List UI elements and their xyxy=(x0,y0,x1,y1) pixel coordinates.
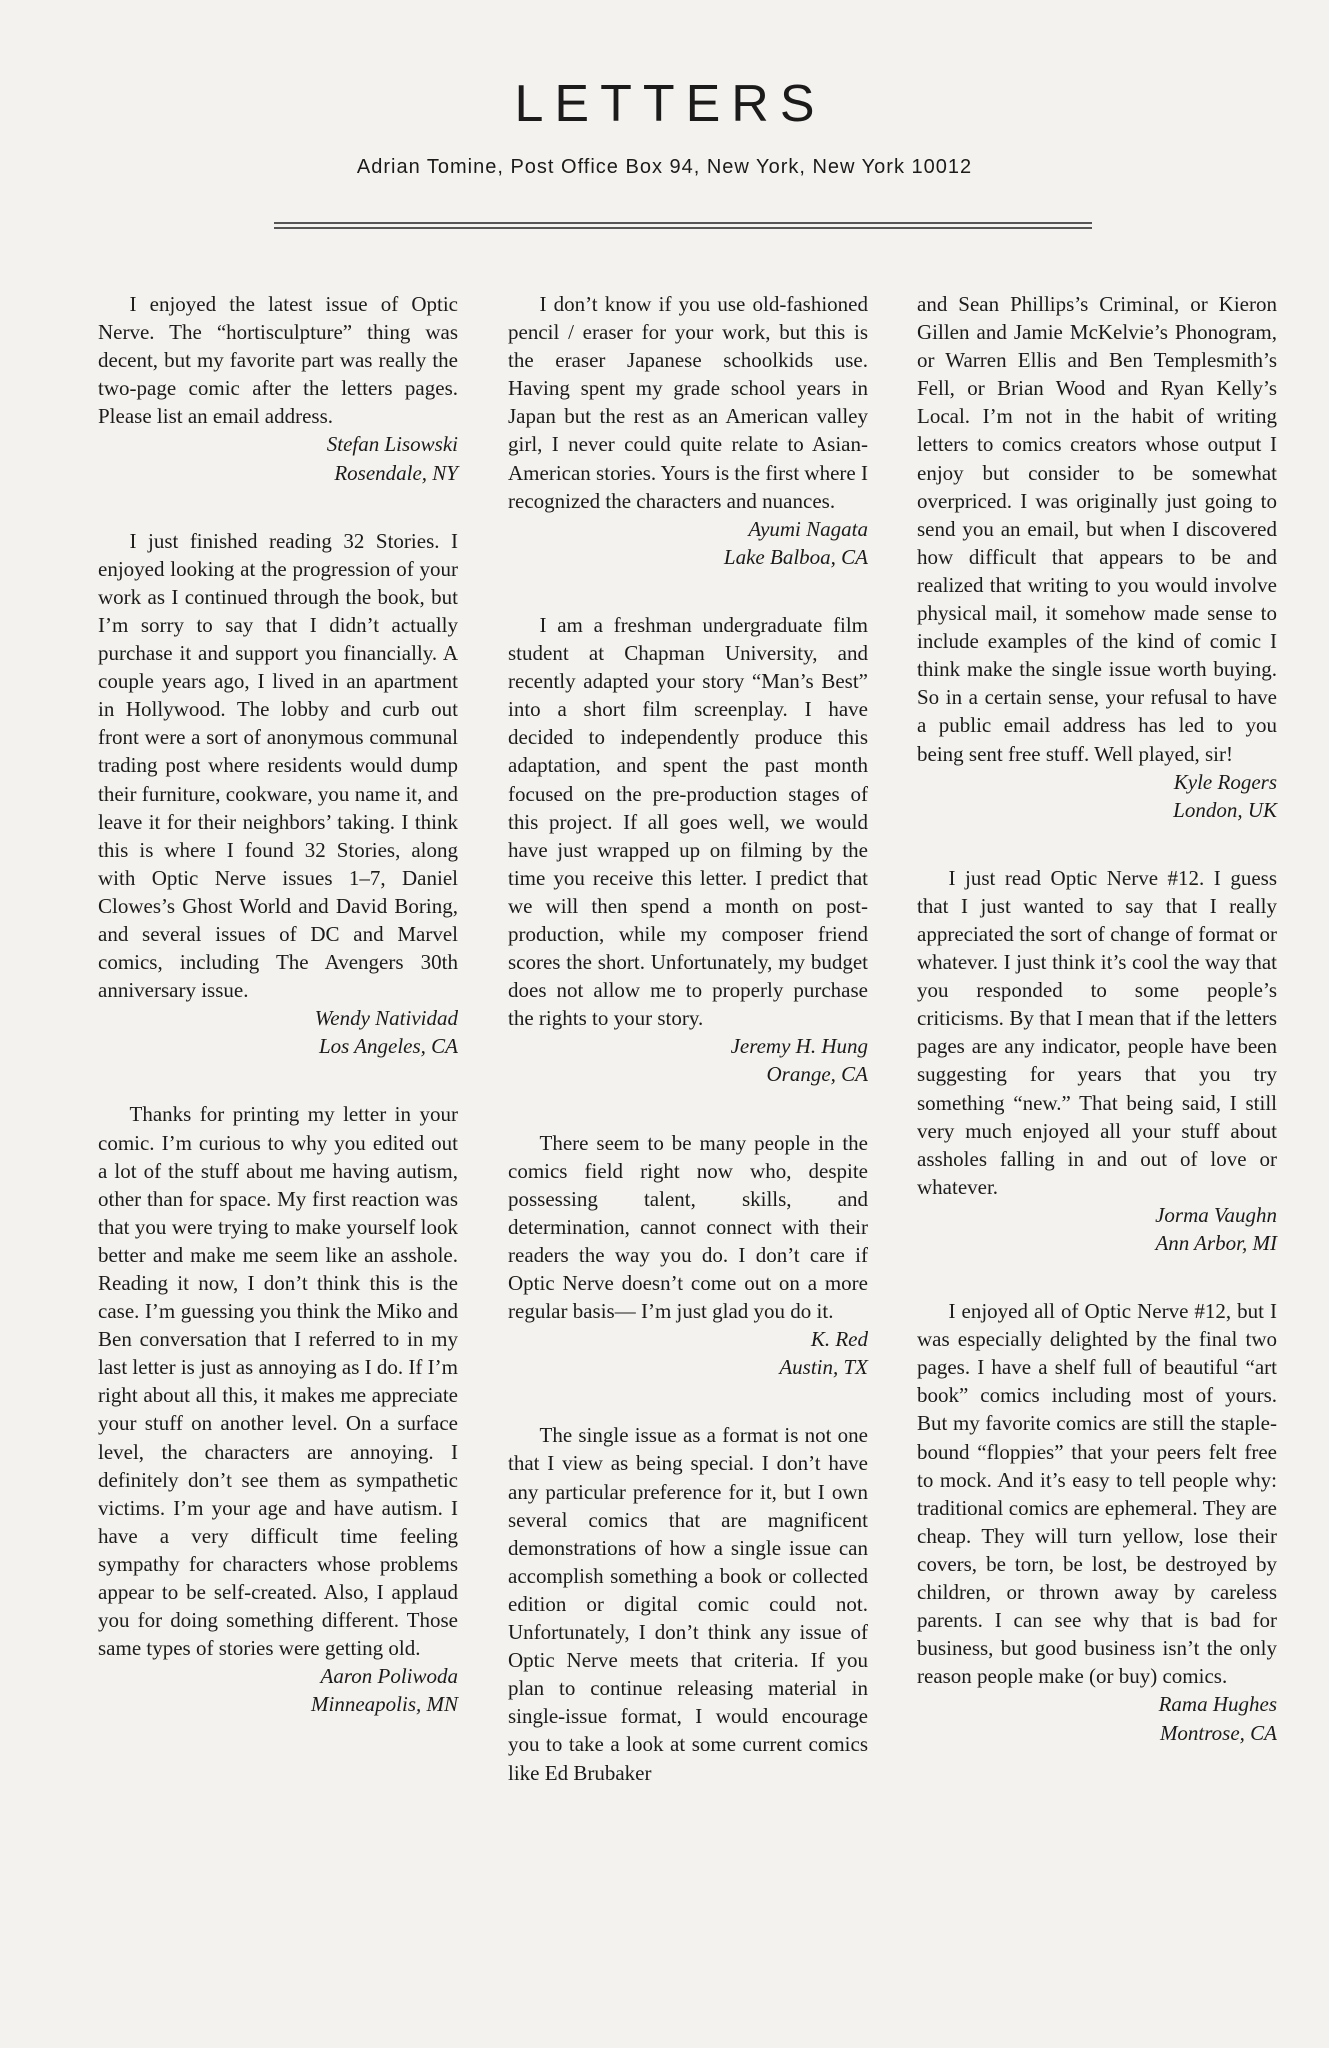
letter xyxy=(508,1129,868,1382)
letter-body: I don’t know if you use old-fashioned pencil / eraser for your work, but this is the eraser Japanese schoolkids use. Having spent my grade school years in Japan but the rest as an American valley girl, I never could quite relate to Asian-American stories. Yours is the first where I recognized the characters and nuances. xyxy=(508,292,868,513)
letter-author: Jeremy H. Hung xyxy=(730,1034,868,1059)
letter-body: Thanks for printing my letter in your comic. I’m curious to why you edited out a lot of the stuff about me having autism, other than for space. My first reaction was that you were trying to make yourself look better and make me seem like an asshole. Reading it now, I don’t think this is the case. I’m guessing you think the Miko and Ben conversation that I referred to in my last letter is just as annoying as I do. If I’m right about all this, it makes me appreciate your stuff on another level. On a surface level, the characters are annoying. I definitely don’t see them as sympathetic victims. I’m your age and have autism. I have a very difficult time feeling sympathy for characters whose problems appear to be self-created. Also, I applaud you for doing something different. Those same types of stories were getting old. xyxy=(98,1102,458,1661)
letter xyxy=(917,864,1277,1257)
letter-author: Kyle Rogers xyxy=(1173,769,1277,794)
column-2 xyxy=(508,290,868,1827)
letter-author: Ayumi Nagata xyxy=(748,516,868,541)
letter-signature xyxy=(98,1004,458,1060)
letter-location: London, UK xyxy=(1173,797,1277,822)
mailing-address: Adrian Tomine, Post Office Box 94, New York, New York 10012 xyxy=(356,156,973,178)
letter-location: Los Angeles, CA xyxy=(318,1034,458,1059)
page-header xyxy=(0,75,1329,179)
column-1 xyxy=(98,290,458,1759)
letter-location: Orange, CA xyxy=(766,1062,868,1087)
letter-signature xyxy=(917,1690,1277,1746)
letter-location: Montrose, CA xyxy=(1159,1720,1277,1745)
letter-location: Austin, TX xyxy=(779,1355,868,1380)
letter-body: I just read Optic Nerve #12. I guess that I just wanted to say that I really appreciated the sort of change of format or whatever. I just think it’s cool the way that you responded to some people’s criticisms. By that I mean that if the letters pages are any indicator, people have been suggesting for years that you try something “new.” That being said, I still very much enjoyed all your stuff about assholes falling in and out of love or whatever. xyxy=(917,865,1277,1199)
page-title: LETTERS xyxy=(514,75,826,133)
letter-author: K. Red xyxy=(810,1327,868,1352)
letter-signature xyxy=(508,1032,868,1088)
letter-body: I am a freshman undergraduate film student at Chapman University, and recently adapted your story “Man’s Best” into a short film screenplay. I have decided to independently produce this adaptation, and spent the past month focused on the pre-production stages of this project. If all goes well, we would have just wrapped up on filming by the time you receive this letter. I predict that we will then spend a month on post-production, while my composer friend scores the short. Unfortunately, my budget does not allow me to properly purchase the rights to your story. xyxy=(508,612,868,1031)
letter-signature xyxy=(917,1201,1277,1257)
letter xyxy=(917,1297,1277,1747)
letter-body: I just finished reading 32 Stories. I enjoyed looking at the progression of your work as I continued through the book, but I’m sorry to say that I didn’t actually purchase it and support you financially. A couple years ago, I lived in an apartment in Hollywood. The lobby and curb out front were a sort of anonymous communal trading post where residents would dump their furniture, cookware, you name it, and leave it for their neighbors’ taking. I think this is where I found 32 Stories, along with Optic Nerve issues 1–7, Daniel Clowes’s Ghost World and David Boring, and several issues of DC and Marvel comics, including The Avengers 30th anniversary issue. xyxy=(98,528,458,1003)
column-3 xyxy=(917,290,1277,1787)
letter-author: Aaron Poliwoda xyxy=(320,1664,458,1689)
letter xyxy=(98,527,458,1061)
letter-signature xyxy=(508,1325,868,1381)
letter-signature xyxy=(508,515,868,571)
letter-signature xyxy=(98,1662,458,1718)
letter-continued xyxy=(917,290,1277,824)
letter-body: I enjoyed the latest issue of Optic Nerve. The “hortisculpture” thing was decent, but my favorite part was really the two-page comic after the letters pages. Please list an email address. xyxy=(98,292,458,429)
letter-author: Rama Hughes xyxy=(1158,1692,1277,1717)
letter-location: Minneapolis, MN xyxy=(311,1692,458,1717)
header-divider xyxy=(274,222,1092,229)
letter-body: and Sean Phillips’s Criminal, or Kieron Gillen and Jamie McKelvie’s Phonogram, or Warren Ellis and Ben Templesmith’s Fell, or Brian Wood and Ryan Kelly’s Local. I’m not in the habit of writing letters to comics creators whose output I enjoy but consider to be somewhat overpriced. I was originally just going to send you an email, but when I discovered how difficult that appears to be and realized that writing to you would involve physical mail, it somehow made sense to include examples of the kind of comic I think make the single issue worth buying. So in a certain sense, your refusal to have a public email address has led to you being sent free stuff. Well played, sir! xyxy=(917,292,1277,766)
letter-body: There seem to be many people in the comics field right now who, despite possessing talent, skills, and determination, cannot connect with their readers the way you do. I don’t care if Optic Nerve doesn’t come out on a more regular basis— I’m just glad you do it. xyxy=(508,1130,868,1324)
letter xyxy=(508,290,868,571)
letter-location: Ann Arbor, MI xyxy=(1155,1231,1277,1255)
letter xyxy=(508,1421,868,1786)
letter-body: I enjoyed all of Optic Nerve #12, but I was especially delighted by the final two pages. I have a shelf full of beautiful “art book” comics including most of yours. But my favorite comics are still the staple-bound “floppies” that your peers felt free to mock. And it’s easy to tell people why: traditional comics are ephemeral. They are cheap. They will turn yellow, lose their covers, be torn, be lost, be destroyed by children, or thrown away by careless parents. I can see why that is bad for business, but good business isn’t the only reason people make (or buy) comics. xyxy=(917,1299,1277,1689)
letter-location: Lake Balboa, CA xyxy=(723,544,868,569)
letter-body: The single issue as a format is not one that I view as being special. I don’t have any particular preference for it, but I own several comics that are magnificent demonstrations of how a single issue can accomplish something a book or collected edition or digital comic could not. Unfortunately, I don’t think any issue of Optic Nerve meets that criteria. If you plan to continue releasing material in single-issue format, I would encourage you to take a look at some current comics like Ed Brubaker xyxy=(508,1423,868,1785)
letter xyxy=(98,1100,458,1718)
letter-author: Jorma Vaughn xyxy=(1155,1202,1277,1227)
letter-author: Stefan Lisowski xyxy=(326,432,458,457)
letter-location: Rosendale, NY xyxy=(334,460,458,485)
letter-signature xyxy=(917,768,1277,824)
letter-author: Wendy Natividad xyxy=(314,1006,458,1031)
letter xyxy=(508,611,868,1089)
letter-signature xyxy=(98,430,458,486)
letter xyxy=(98,290,458,487)
